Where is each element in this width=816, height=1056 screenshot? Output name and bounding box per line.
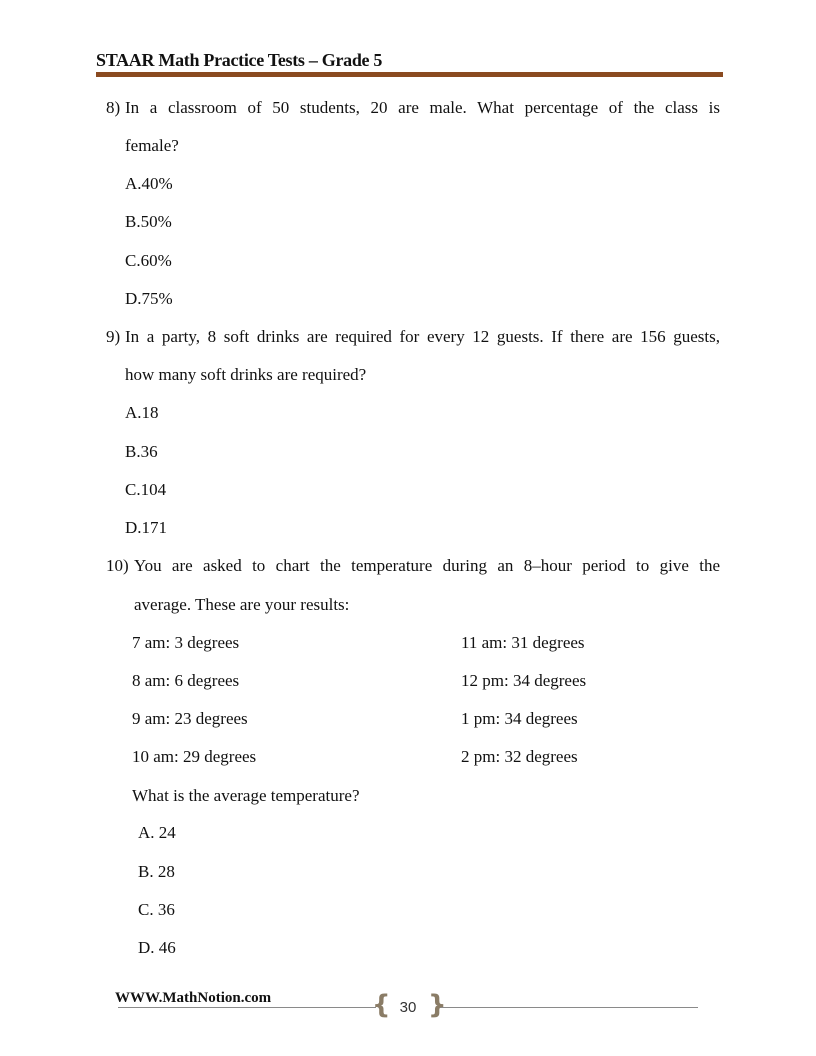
header-rule — [96, 72, 723, 77]
question-9-number: 9) — [106, 327, 121, 346]
footer-website: WWW.MathNotion.com — [115, 990, 272, 1006]
question-8-line-1: In a classroom of 50 students, 20 are male. What percentage of the class is — [125, 98, 720, 117]
temperature-reading-right: 2 pm: 32 degrees — [461, 747, 578, 766]
question-10-prompt: What is the average temperature? — [132, 786, 360, 805]
question-8-number: 8) — [106, 98, 121, 117]
question-9-option-d: D.171 — [125, 518, 168, 537]
page-header-title: STAAR Math Practice Tests – Grade 5 — [96, 50, 383, 70]
right-brace-icon: } — [428, 990, 447, 1020]
footer-rule-left — [118, 1007, 376, 1008]
question-10-option-a: A. 24 — [138, 823, 176, 842]
question-10-line-1: You are asked to chart the temperature during an 8–hour period to give the — [134, 556, 720, 575]
temperature-reading-left: 8 am: 6 degrees — [132, 671, 240, 690]
temperature-reading-right: 12 pm: 34 degrees — [461, 671, 587, 690]
temperature-reading-right: 1 pm: 34 degrees — [461, 709, 578, 728]
footer-rule-right — [440, 1007, 698, 1008]
question-10-option-d: D. 46 — [138, 938, 176, 957]
page-number: 30 — [399, 999, 417, 1016]
question-9-line-1: In a party, 8 soft drinks are required for every 12 guests. If there are 156 guests, — [125, 327, 720, 346]
question-8-option-d: D.75% — [125, 289, 173, 308]
question-9-line-2: how many soft drinks are required? — [125, 365, 367, 384]
question-10-line-2: average. These are your results: — [134, 595, 350, 614]
question-8-option-a: A.40% — [125, 174, 173, 193]
question-8-option-c: C.60% — [125, 251, 172, 270]
temperature-reading-left: 10 am: 29 degrees — [132, 747, 257, 766]
temperature-reading-left: 7 am: 3 degrees — [132, 633, 240, 652]
question-8-option-b: B.50% — [125, 212, 172, 231]
temperature-reading-left: 9 am: 23 degrees — [132, 709, 248, 728]
question-9-option-b: B.36 — [125, 442, 158, 461]
question-9-option-a: A.18 — [125, 403, 159, 422]
question-10-number: 10) — [106, 556, 129, 575]
question-9-option-c: C.104 — [125, 480, 167, 499]
question-8-line-2: female? — [125, 136, 179, 155]
question-10-option-b: B. 28 — [138, 862, 175, 881]
temperature-reading-right: 11 am: 31 degrees — [461, 633, 585, 652]
question-10-option-c: C. 36 — [138, 900, 175, 919]
left-brace-icon: { — [372, 990, 391, 1020]
